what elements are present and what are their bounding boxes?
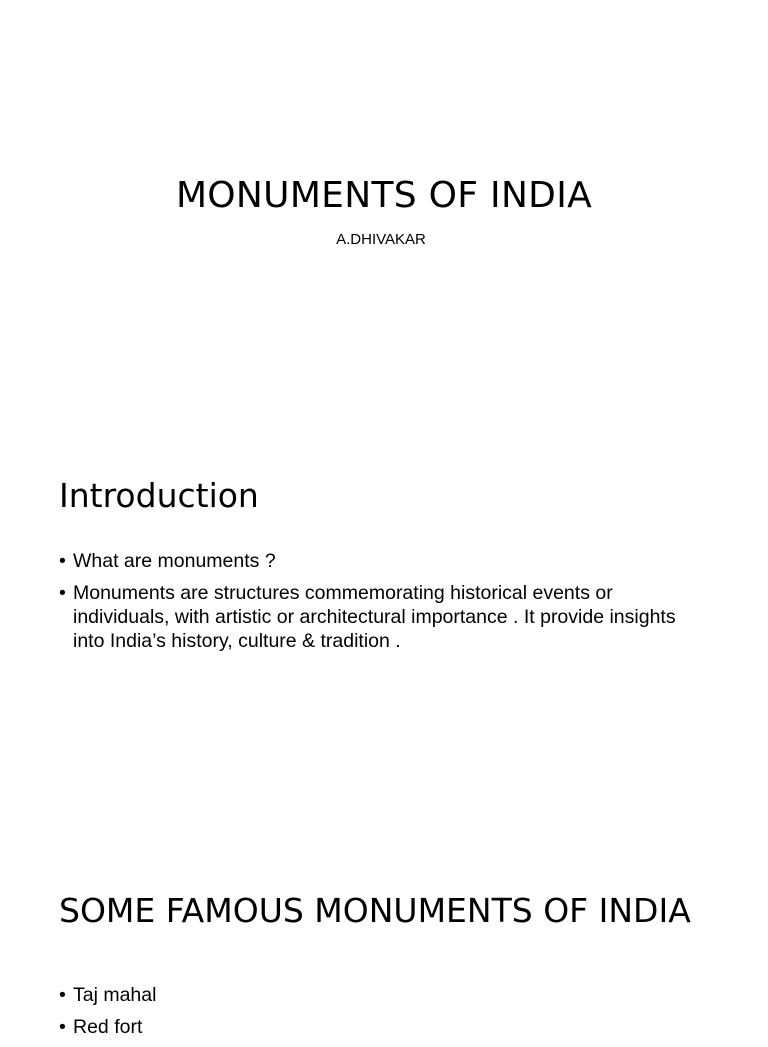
slide-heading: SOME FAMOUS MONUMENTS OF INDIA xyxy=(59,891,691,930)
list-item xyxy=(59,1015,679,1039)
bullet-icon: • xyxy=(59,550,66,572)
famous-monuments-slide xyxy=(0,840,768,1038)
list-item-text: Taj mahal xyxy=(73,984,157,1006)
author-name: A.DHIVAKAR xyxy=(336,231,426,248)
bullet-list xyxy=(59,983,679,1047)
list-item-text: Monuments are structures commemorating historical events or individuals, with artistic or architectural importance . It provide insights into India’s history, culture & tradition . xyxy=(73,582,676,652)
slide-heading: Introduction xyxy=(59,476,259,515)
list-item xyxy=(59,549,679,573)
list-item-text: What are monuments ? xyxy=(73,550,276,572)
list-item xyxy=(59,581,679,653)
list-item xyxy=(59,983,679,1007)
list-item-text: Red fort xyxy=(73,1016,143,1038)
title-slide xyxy=(0,0,768,420)
presentation-title: MONUMENTS OF INDIA xyxy=(175,175,593,216)
bullet-icon: • xyxy=(59,582,66,604)
bullet-list xyxy=(59,549,679,661)
bullet-icon: • xyxy=(59,984,66,1006)
introduction-slide xyxy=(0,420,768,840)
bullet-icon: • xyxy=(59,1016,66,1038)
